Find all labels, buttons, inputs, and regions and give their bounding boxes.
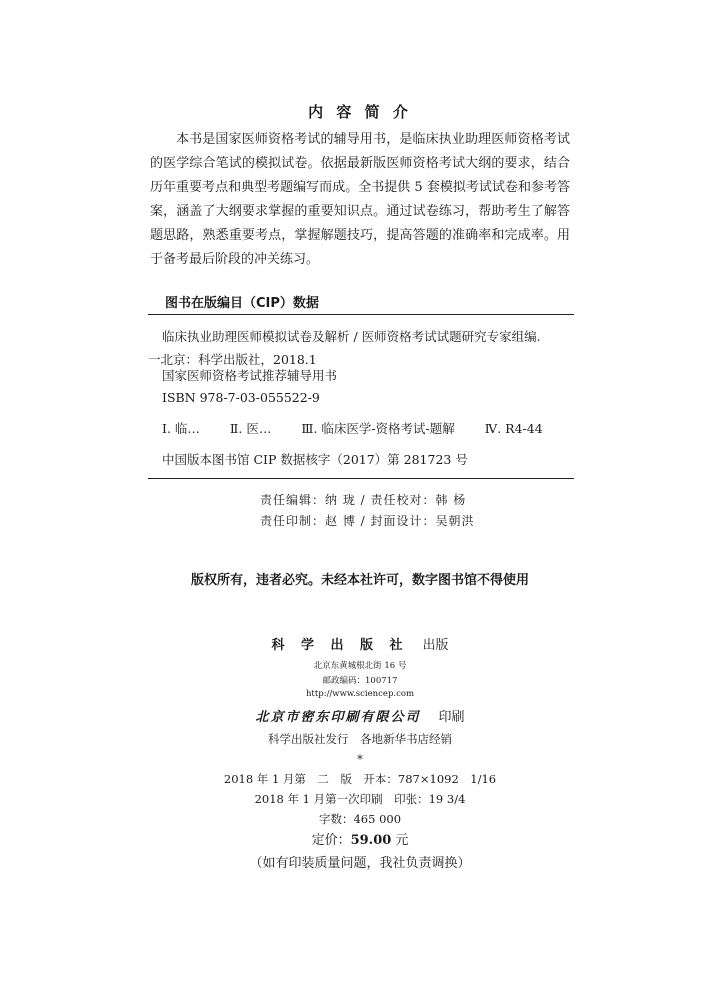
distribution-line: 科学出版社发行 各地新华书店经销	[268, 732, 452, 746]
cip-class-2: Ⅱ. 医…	[229, 421, 272, 436]
printer-line	[0, 706, 720, 725]
publisher-address: 北京东黄城根北街 16 号	[313, 661, 407, 671]
rights-notice: 版权所有，违者必究。未经本社许可，数字图书馆不得使用	[190, 573, 529, 588]
price-value: 59.00	[350, 833, 392, 848]
cip-class-4: Ⅳ. R4-44	[484, 421, 543, 436]
printing-line: 2018 年 1 月第一次印刷 印张：19 3/4	[254, 792, 466, 806]
cip-title-line: 临床执业助理医师模拟试卷及解析 / 医师资格考试试题研究专家组编.	[162, 329, 541, 344]
printer-suffix: 印刷	[438, 710, 465, 725]
quality-note: （如有印装质量问题，我社负责调换）	[249, 856, 471, 871]
price-label: 定价：	[311, 833, 351, 848]
cip-heading: 图书在版编目（CIP）数据	[165, 296, 319, 311]
intro-text	[150, 128, 570, 272]
edition-line: 2018 年 1 月第 二 版 开本：787×1092 1/16	[223, 772, 497, 786]
page-title: 内 容 简 介	[308, 103, 412, 121]
separator-asterisk: *	[357, 752, 363, 766]
publisher-postcode: 邮政编码：100717	[322, 676, 398, 686]
cip-classification	[162, 419, 569, 437]
price-unit: 元	[391, 833, 409, 848]
publisher-line	[0, 634, 720, 653]
divider-bottom	[148, 478, 574, 479]
cip-publish-line: 一北京：科学出版社，2018.1	[148, 352, 317, 367]
cip-class-3: Ⅲ. 临床医学-资格考试-题解	[301, 421, 455, 436]
intro-paragraph: 本书是国家医师资格考试的辅导用书，是临床执业助理医师资格考试的医学综合笔试的模拟试卷。依据最新版医师资格考试大纲的要求，结合历年重要考点和典型考题编写而成。全书提供 5 套模拟考试试卷和参考答案，涵盖了大纲要求掌握的重要知识点。通过试卷练习，帮助考生了解答题思路，熟悉重要考点，掌握解题技巧，提高答题的准确率和完成率。用于备考最后阶段的冲关练习。	[150, 132, 570, 267]
staff-editors: 责任编辑：纳 珑 / 责任校对：韩 杨	[260, 493, 467, 507]
divider-top	[148, 314, 574, 315]
price-line	[0, 829, 720, 848]
cip-catalog-number: 中国版本图书馆 CIP 数据核字（2017）第 281723 号	[162, 452, 468, 467]
cip-series-line: 国家医师资格考试推荐辅导用书	[162, 368, 338, 383]
publisher-suffix: 出版	[422, 638, 449, 653]
cip-isbn: ISBN 978-7-03-055522-9	[162, 390, 320, 405]
staff-production: 责任印制：赵 博 / 封面设计：吴朝洪	[260, 514, 475, 528]
publisher-name: 科 学 出 版 社	[271, 638, 409, 653]
printer-name: 北京市密东印刷有限公司	[255, 710, 421, 725]
publisher-url: http://www.sciencep.com	[305, 689, 415, 699]
wordcount-line: 字数：465 000	[318, 812, 402, 826]
cip-class-1: Ⅰ. 临…	[162, 421, 200, 436]
